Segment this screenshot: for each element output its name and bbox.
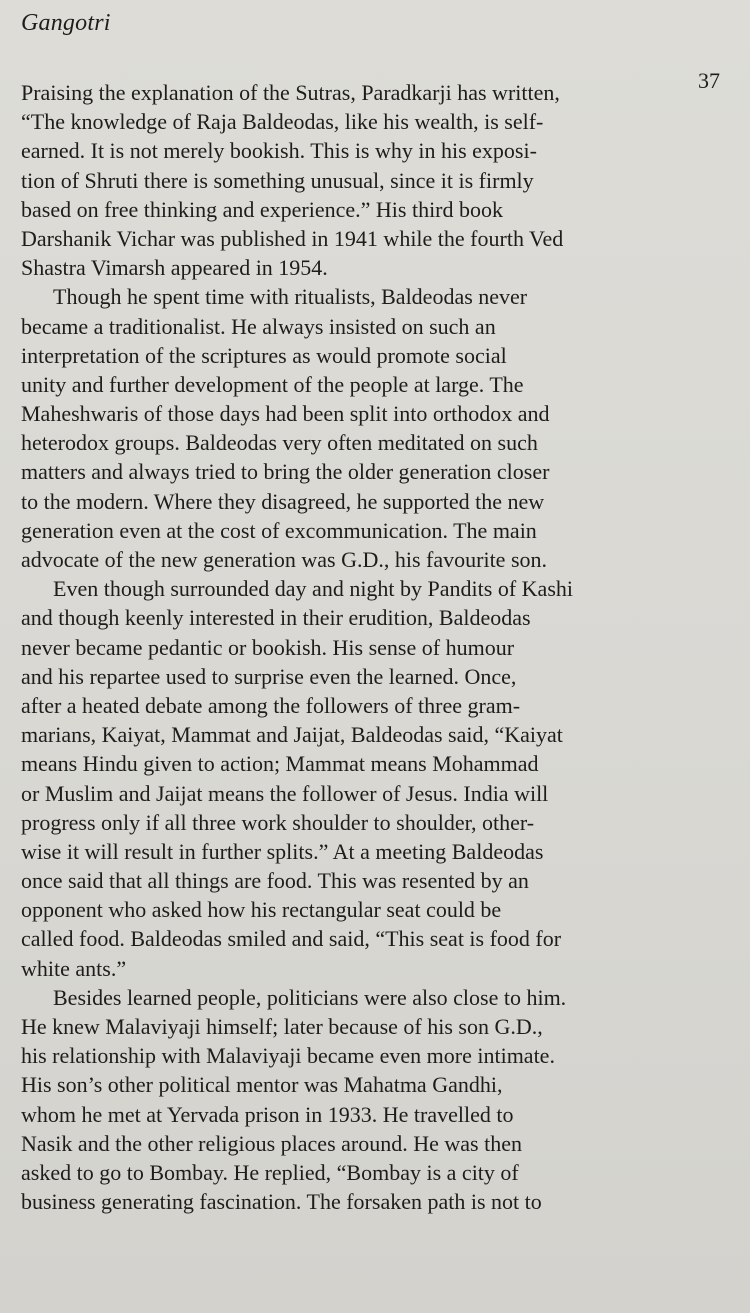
- text-line: wise it will result in further splits.” At a meeting Baldeodas: [21, 838, 544, 864]
- text-line: advocate of the new generation was G.D., his favourite son.: [21, 547, 548, 572]
- text-line: Besides learned people, politicians were also close to him.: [53, 984, 567, 1010]
- text-line: became a traditionalist. He always insisted on such an: [21, 313, 496, 339]
- text-line: and his repartee used to surprise even the learned. Once,: [21, 663, 517, 689]
- text-line: his relationship with Malaviyaji became even more intimate.: [21, 1043, 555, 1069]
- text-line: progress only if all three work shoulder to shoulder, other-: [21, 809, 535, 835]
- running-header-title: Gangotri: [21, 10, 111, 36]
- text-line: unity and further development of the people at large. The: [21, 371, 524, 397]
- text-line: and though keenly interested in their erudition, Baldeodas: [21, 605, 531, 631]
- text-line: asked to go to Bombay. He replied, “Bombay is a city of: [21, 1159, 519, 1185]
- text-line: Darshanik Vichar was published in 1941 while the fourth Ved: [21, 225, 564, 251]
- text-line: He knew Malaviyaji himself; later because of his son G.D.,: [21, 1014, 543, 1039]
- text-line: Though he spent time with ritualists, Baldeodas never: [53, 284, 528, 310]
- text-line: Even though surrounded day and night by Pandits of Kashi: [53, 576, 573, 602]
- text-line: opponent who asked how his rectangular seat could be: [21, 897, 502, 923]
- text-line: never became pedantic or bookish. His sense of humour: [21, 634, 515, 660]
- text-line: “The knowledge of Raja Baldeodas, like his wealth, is self-: [21, 109, 544, 135]
- text-line: heterodox groups. Baldeodas very often meditated on such: [21, 430, 538, 456]
- text-line: or Muslim and Jaijat means the follower of Jesus. India will: [21, 780, 549, 806]
- text-line: generation even at the cost of excommunication. The main: [21, 517, 537, 543]
- text-line: marians, Kaiyat, Mammat and Jaijat, Baldeodas said, “Kaiyat: [21, 722, 563, 748]
- text-line: whom he met at Yervada prison in 1933. He travelled to: [21, 1101, 514, 1127]
- text-line: white ants.”: [21, 955, 127, 981]
- text-line: Maheshwaris of those days had been split into orthodox and: [21, 401, 550, 427]
- text-line: earned. It is not merely bookish. This is why in his exposi-: [21, 138, 537, 164]
- text-line: means Hindu given to action; Mammat means Mohammad: [21, 751, 539, 777]
- text-line: to the modern. Where they disagreed, he supported the new: [21, 488, 545, 514]
- text-line: business generating fascination. The forsaken path is not to: [21, 1189, 542, 1215]
- text-line: Shastra Vimarsh appeared in 1954.: [21, 255, 328, 281]
- text-line: His son’s other political mentor was Mahatma Gandhi,: [21, 1072, 503, 1098]
- text-line: once said that all things are food. This was resented by an: [21, 868, 529, 894]
- text-line: tion of Shruti there is something unusual, since it is firmly: [21, 167, 534, 193]
- body-text: [21, 78, 721, 1216]
- text-line: after a heated debate among the followers of three gram-: [21, 692, 521, 718]
- text-line: based on free thinking and experience.” His third book: [21, 196, 504, 222]
- text-line: interpretation of the scriptures as would promote social: [21, 342, 507, 368]
- text-line: called food. Baldeodas smiled and said, “This seat is food for: [21, 926, 562, 952]
- text-line: matters and always tried to bring the older generation closer: [21, 459, 550, 485]
- text-line: Praising the explanation of the Sutras, Paradkarji has written,: [21, 80, 560, 105]
- page-number: 37: [698, 68, 720, 93]
- text-line: Nasik and the other religious places around. He was then: [21, 1130, 522, 1156]
